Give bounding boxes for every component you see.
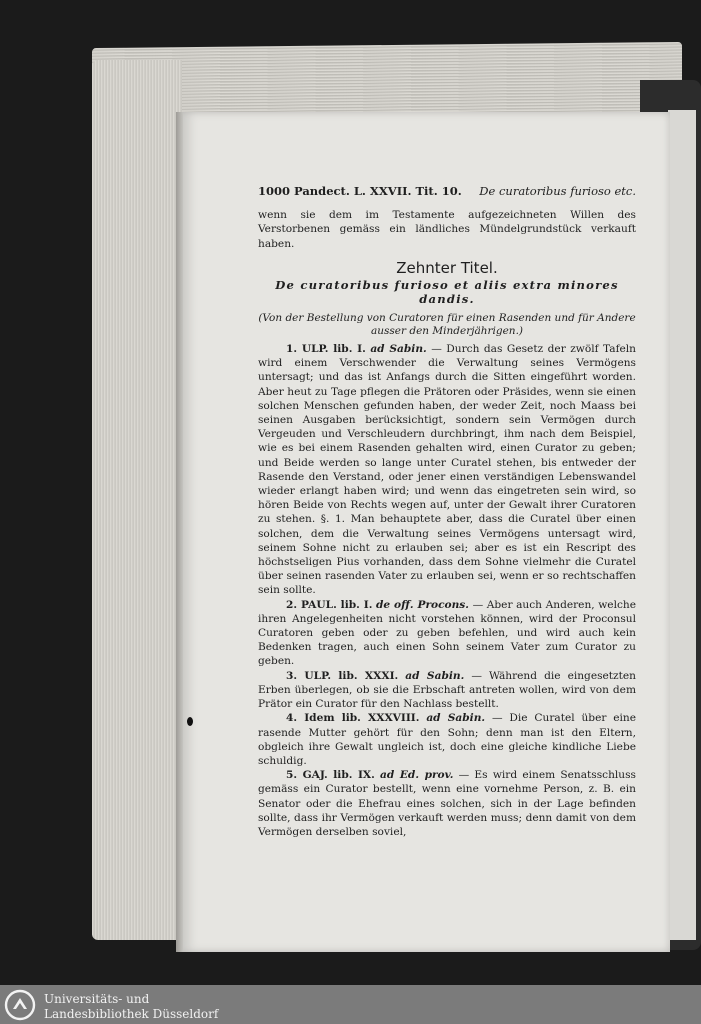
paragraph — [258, 669, 636, 712]
ink-mark — [187, 717, 193, 726]
paragraph — [258, 342, 636, 598]
library-name-line1: Universitäts- und — [44, 992, 150, 1006]
paragraph-source: ad Ed. prov. — [380, 769, 454, 782]
intro-text: wenn sie dem im Testamente aufgezeichneten Willen des Verstorbenen gemäss ein ländliches Mündelgrundstück verkauft haben. — [258, 209, 636, 250]
paragraph-text: — Während die eingesetzten Erben überlegen, ob sie die Erbschaft antreten wollen, wird von dem Prätor ein Curator für den Nachlass bestellt. — [258, 669, 636, 711]
paragraph-source: de off. Procons. — [375, 598, 469, 611]
paragraph-source: ad Sabin. — [405, 669, 465, 682]
paragraph-source: ad Sabin. — [426, 712, 486, 725]
paragraph — [258, 768, 636, 839]
section-subtitle: De curatoribus furioso et aliis extra minores dandis. — [275, 278, 619, 307]
header-right: De curatoribus furioso etc. — [479, 184, 636, 198]
paragraph-text: — Es wird einem Senatsschluss gemäss ein Curator bestellt, wenn eine vornehme Person, z. B. ein Senator oder die Ehefrau eines solchen, sich in der Lage befinden sollte, dass ihr Vermögen verkauft werden muss; denn damit von dem Vermögen derselben soviel, — [258, 769, 636, 838]
header-left: 1000 Pandect. L. XXVII. Tit. 10. — [258, 184, 462, 198]
paragraph-text: — Die Curatel über eine rasende Mutter gehört für den Sohn; denn man ist den Eltern, obgleich ihre Gewalt ungleich ist, doch eine gleiche kindliche Liebe schuldig. — [258, 712, 636, 767]
running-header — [258, 184, 636, 198]
paragraph-reference: 3. ULP. lib. XXXI. — [286, 669, 399, 682]
paragraph-reference: 5. GAJ. lib. IX. — [286, 769, 375, 782]
paragraph-reference: 4. Idem lib. XXXVIII. — [286, 712, 420, 725]
paragraph — [258, 598, 636, 669]
section-gloss: (Von der Bestellung von Curatoren für einen Rasenden und für Andere ausser den Minderjährigen.) — [258, 312, 636, 338]
section-title: Zehnter Titel. — [396, 258, 498, 277]
library-name-line2: Landesbibliothek Düsseldorf — [44, 1007, 219, 1021]
library-name[interactable] — [44, 992, 218, 1022]
paragraph-reference: 1. ULP. lib. I. — [286, 343, 366, 356]
paragraph-text: — Durch das Gesetz der zwölf Tafeln wird einem Verschwender die Verwaltung seines Vermögens untersagt; und das ist Anfangs durch die Sitten eingeführt worden. Aber heut zu Tage pflegen die Prätoren oder Präsides, wenn sie einen solchen Menschen gefunden haben, der weder Zeit, noch Maass bei seinen Ausgaben berücksichtigt, sondern sein Vermögen durch Vergeuden und Verschleudern durchbringt, ihm nach dem Beispiel, wie es bei einem Rasenden gehalten wird, einen Curator zu geben; und Beide werden so lange unter Curatel stehen, bis entweder der Rasende den Verstand, oder jener einen verständigen Lebenswandel wieder erlangt haben wird; und wenn das eingetreten sein wird, so hören Beide von Rechts wegen auf, unter der Gewalt ihrer Curatoren zu stehen. §. 1. Man behauptete aber, dass die Curatel über einen solchen, dem die Verwaltung seines Vermögens untersagt wird, seinem Sohne nicht zu erlauben sei; aber es ist ein Rescript des höchstseligen Pius vorhanden, dass dem Sohne vielmehr die Curatel über seinen rasenden Vater zu erlauben sei, wenn er so rechtschaffen sein sollte. — [258, 343, 637, 597]
paragraph-source: ad Sabin. — [370, 343, 427, 356]
book-page-stack — [92, 60, 182, 940]
facing-page-edge — [668, 110, 696, 940]
paragraph — [258, 711, 636, 768]
page-text — [258, 184, 636, 839]
paragraph-text: — Aber auch Anderen, welche ihren Angelegenheiten nicht vorstehen können, wird der Proconsul Curatoren geben oder zu geben befehlen, und wird auch kein Bedenken tragen, auch einen Sohn seinem Vater zum Curator zu geben. — [258, 598, 636, 668]
library-logo-icon — [4, 989, 36, 1021]
paragraph-reference: 2. PAUL. lib. I. — [286, 598, 373, 611]
